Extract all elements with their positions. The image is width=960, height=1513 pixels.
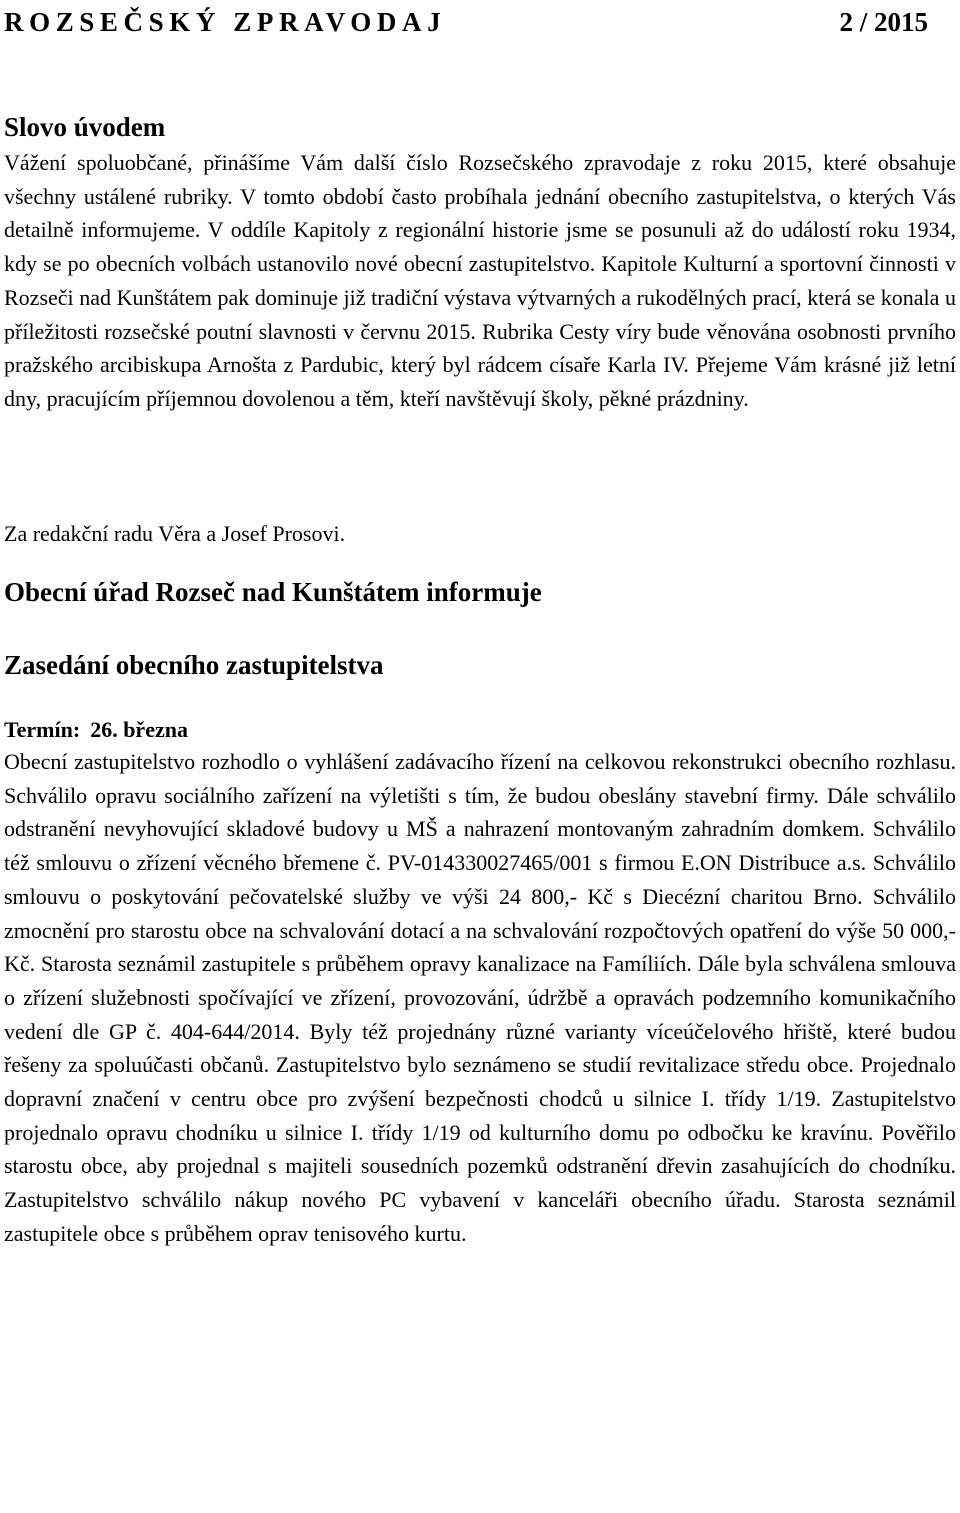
intro-heading: Slovo úvodem (4, 112, 166, 142)
intro-paragraph: Vážení spoluobčané, přinášíme Vám další číslo Rozsečského zpravodaje z roku 2015, které obsahuje všechny ustálené rubriky. V tomto období často probíhala jednání obecního zastupitelstva, o kterých Vás detailně informujeme. V oddíle Kapitoly z regionální historie jsme se posunuli až do událostí roku 1934, kdy se po obecních volbách ustanovilo nové obecní zastupitelstvo. Kapitole Kulturní a sportovní činnosti v Rozseči nad Kunštátem pak dominuje již tradiční výstava výtvarných a rukodělných prací, která se konala u příležitosti rozsečské poutní slavnosti v červnu 2015. Rubrika Cesty víry bude věnována osobnosti prvního pražského arcibiskupa Arnošta z Pardubic, který byl rádcem císaře Karla IV. Přejeme Vám krásné již letní dny, pracujícím příjemnou dovolenou a těm, kteří navštěvují školy, pěkné prázdniny. (4, 150, 956, 411)
meeting-heading: Zasedání obecního zastupitelstva (4, 650, 384, 680)
office-section-heading: Obecní úřad Rozseč nad Kunštátem informuje (4, 577, 542, 607)
meeting-paragraph: Obecní zastupitelstvo rozhodlo o vyhlášení zadávacího řízení na celkovou rekonstrukci obecního rozhlasu. Schválilo opravu sociálního zařízení na výletišti s tím, že budou obeslány stavební firmy. Dále schválilo odstranění nevyhovující skladové budovy u MŠ a nahrazení montovaným zahradním domkem. Schválilo též smlouvu o zřízení věcného břemene č. PV-014330027465/001 s firmou E.ON Distribuce a.s. Schválilo smlouvu o poskytování pečovatelské služby ve výši 24 800,- Kč s Diecézní charitou Brno. Schválilo zmocnění pro starostu obce na schvalování dotací a na schvalování rozpočtových opatření do výše 50 000,- Kč. Starosta seznámil zastupitele s průběhem opravy kanalizace na Famíliích. Dále byla schválena smlouva o zřízení služebnosti spočívající ve zřízení, provozování, údržbě a opravách podzemního komunikačního vedení dle GP č. 404-644/2014. Byly též projednány různé varianty víceúčelového hřiště, které budou řešeny za spoluúčasti občanů. Zastupitelstvo bylo seznámeno se studií revitalizace středu obce. Projednalo dopravní značení v centru obce pro zvýšení bezpečnosti chodců u silnice I. třídy 1/19. Zastupitelstvo projednalo opravu chodníku u silnice I. třídy 1/19 od kulturního domu po odbočku ke kravínu. Pověřilo starostu obce, aby projednal s majiteli sousedních pozemků odstranění dřevin zasahujících do chodníku. Zastupitelstvo schválilo nákup nového PC vybavení v kanceláři obecního úřadu. Starosta seznámil zastupitele obce s průběhem oprav tenisového kurtu. (4, 749, 956, 1246)
page-header (4, 4, 956, 40)
editorial-signature: Za redakční radu Věra a Josef Prosovi. (4, 521, 346, 546)
meeting-term (4, 713, 188, 746)
issue-number: 2 / 2015 (839, 7, 928, 37)
newsletter-title: ROZSEČSKÝ ZPRAVODAJ (4, 7, 447, 37)
term-label: Termín: (4, 717, 81, 742)
term-date: 26. března (90, 717, 188, 742)
document-page (4, 0, 956, 1513)
